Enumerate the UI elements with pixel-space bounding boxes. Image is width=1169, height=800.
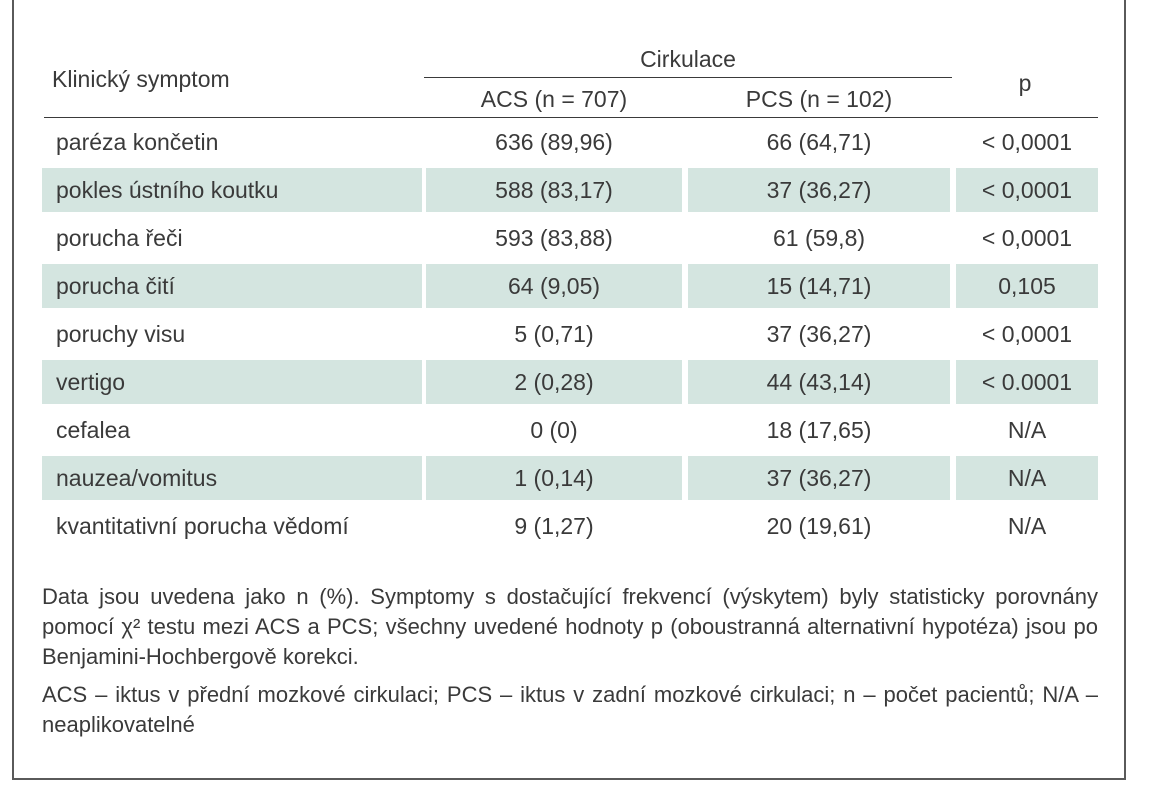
symptom-column-header: Klinický symptom <box>52 66 230 92</box>
table-row <box>42 264 1098 308</box>
symptom-cell: paréza končetin <box>56 129 219 155</box>
symptom-cell: porucha čití <box>42 264 422 308</box>
circulation-group-header: Cirkulace <box>640 46 736 72</box>
symptom-cell: poruchy visu <box>56 321 186 347</box>
acs-cell: 593 (83,88) <box>495 225 613 251</box>
pcs-cell: 37 (36,27) <box>766 321 872 347</box>
table-row <box>42 504 1098 548</box>
footnote-data-note: Data jsou uvedena jako n (%). Symptomy s dostačující frekvencí (výskytem) byly statisticky porovnány pomocí χ² testu mezi ACS a PCS; všechny uvedené hodnoty p (oboustranná alternativní hypotéza) jsou po Benjamini-Hochbergově korekci. <box>42 584 1098 669</box>
table-row <box>42 168 1098 212</box>
table-row <box>42 120 1098 164</box>
acs-cell: 1 (0,14) <box>426 456 682 500</box>
table-row <box>42 408 1098 452</box>
pcs-cell: 37 (36,27) <box>688 456 950 500</box>
acs-cell: 0 (0) <box>530 417 578 443</box>
pcs-cell: 66 (64,71) <box>766 129 872 155</box>
symptom-cell: porucha řeči <box>56 225 183 251</box>
p-value-cell: < 0,0001 <box>981 225 1073 251</box>
p-value-cell: N/A <box>956 456 1098 500</box>
symptom-cell: vertigo <box>42 360 422 404</box>
p-value-cell: < 0,0001 <box>981 321 1073 347</box>
header-rule <box>44 117 1098 118</box>
pcs-cell: 15 (14,71) <box>688 264 950 308</box>
table-row <box>42 456 1098 500</box>
pcs-cell: 37 (36,27) <box>688 168 950 212</box>
table-row <box>42 216 1098 260</box>
symptom-cell: nauzea/vomitus <box>42 456 422 500</box>
p-column-header: p <box>1018 70 1032 96</box>
pcs-cell: 20 (19,61) <box>766 513 872 539</box>
acs-cell: 5 (0,71) <box>514 321 594 347</box>
acs-cell: 636 (89,96) <box>495 129 613 155</box>
acs-cell: 64 (9,05) <box>426 264 682 308</box>
group-header-rule <box>424 77 952 78</box>
footnote-abbreviations: ACS – iktus v přední mozkové cirkulaci; PCS – iktus v zadní mozkové cirkulaci; n – počet pacientů; N/A – neaplikovatelné <box>42 682 1098 737</box>
pcs-column-header: PCS (n = 102) <box>745 86 893 112</box>
pcs-cell: 18 (17,65) <box>766 417 872 443</box>
table-row <box>42 312 1098 356</box>
pcs-cell: 44 (43,14) <box>688 360 950 404</box>
p-value-cell: < 0,0001 <box>981 129 1073 155</box>
symptom-cell: pokles ústního koutku <box>42 168 422 212</box>
p-value-cell: < 0,0001 <box>956 168 1098 212</box>
table-body <box>42 120 1098 552</box>
acs-column-header: ACS (n = 707) <box>480 86 628 112</box>
table-footnote <box>42 582 1098 748</box>
p-value-cell: 0,105 <box>956 264 1098 308</box>
pcs-cell: 61 (59,8) <box>772 225 866 251</box>
symptom-cell: cefalea <box>56 417 131 443</box>
symptom-cell: kvantitativní porucha vědomí <box>56 513 349 539</box>
acs-cell: 2 (0,28) <box>426 360 682 404</box>
p-value-cell: N/A <box>1007 513 1047 539</box>
acs-cell: 588 (83,17) <box>426 168 682 212</box>
p-value-cell: N/A <box>1007 417 1047 443</box>
acs-cell: 9 (1,27) <box>514 513 594 539</box>
p-value-cell: < 0.0001 <box>956 360 1098 404</box>
table-row <box>42 360 1098 404</box>
